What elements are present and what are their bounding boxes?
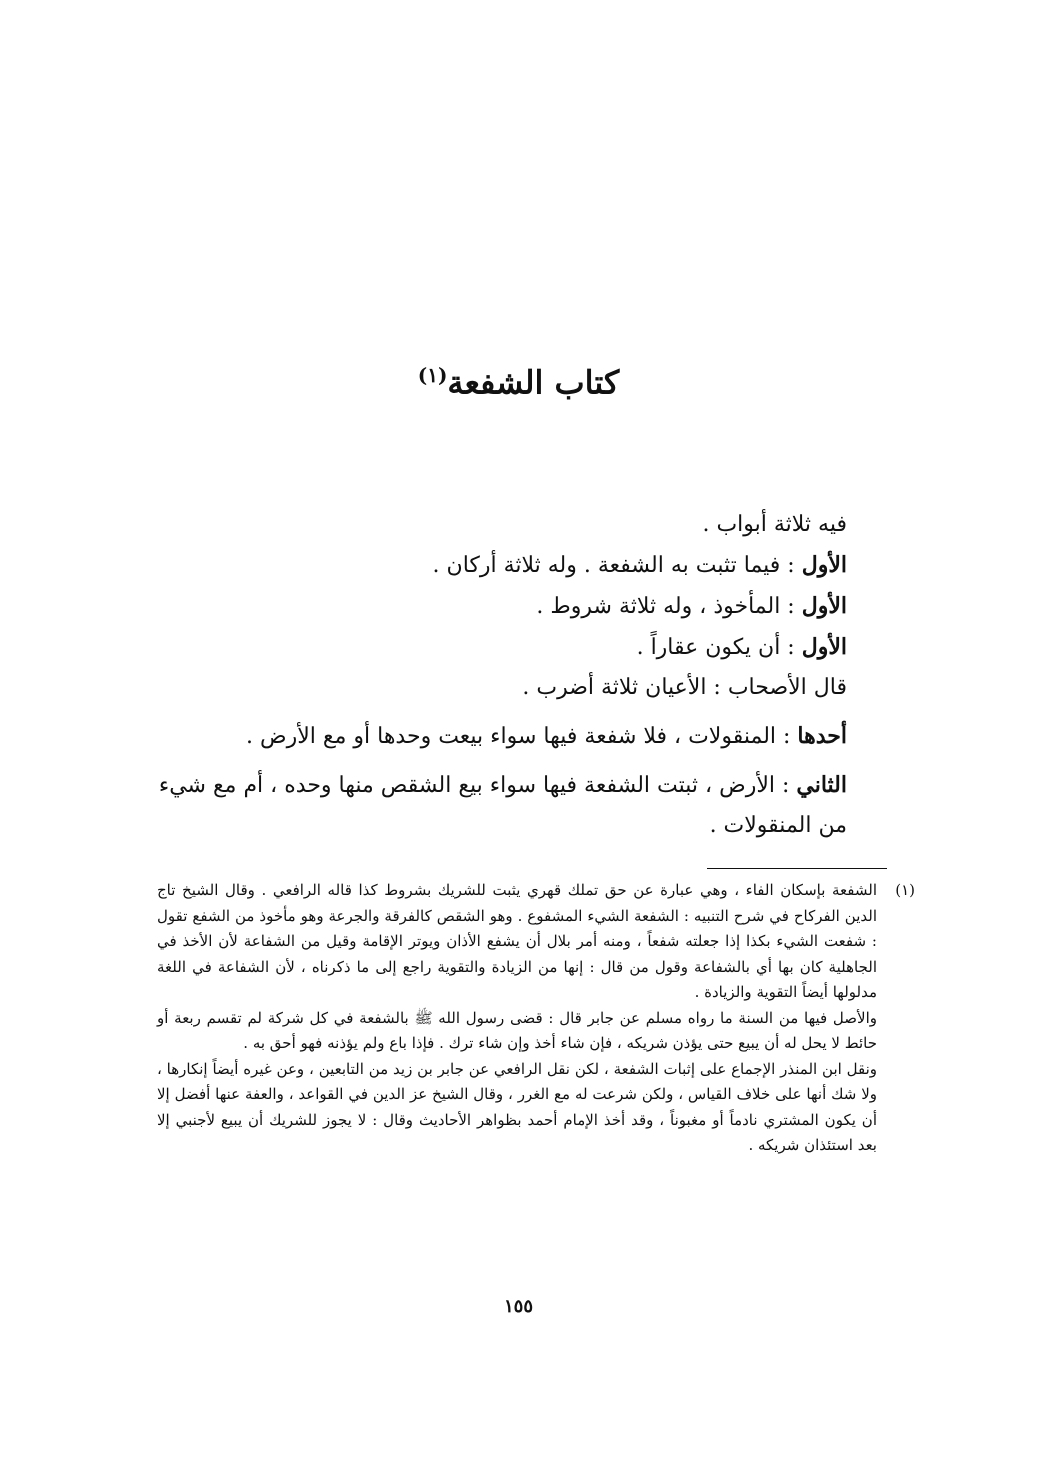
footnote-paragraph: الشفعة بإسكان الفاء ، وهي عبارة عن حق تملك قهري يثبت للشريك بشروط كذا قاله الرافعي . وقال الشيخ تاج الدين الفركاح في شرح التنبيه : الشفعة الشيء المشفوع . وهو الشقص كالفرقة والجرعة وهو مأخوذ من الشفع تقول : شفعت الشيء بكذا إذا جعلته شفعاً ، ومنه أمر بلال أن يشفع الأذان ويوتر الإقامة وقيل من الشفاعة لأن الأخذ في الجاهلية كان بها أي بالشفاعة وقول من قال : إنها من الزيادة والتقوية راجع إلى ما ذكرناه ، لأن الشفاعة في اللغة مدلولها أيضاً التقوية والزيادة . [157,881,877,1001]
footnote-number: (١) [895,881,915,899]
footnote-paragraph: والأصل فيها من السنة ما رواه مسلم عن جابر قال : قضى رسول الله ﷺ بالشفعة في كل شركة لم تقسم ربعة أو حائط لا يحل له أن يبيع حتى يؤذن شريكه ، فإن شاء أخذ وإن شاء ترك . فإذا باع ولم يؤذنه فهو أحق به . [157,1008,877,1052]
main-text [157,505,847,846]
text-line: الأول : فيما تثبت به الشفعة . وله ثلاثة أركان . [432,552,847,578]
section-keyword: الأول [801,593,847,619]
footnotes [157,878,915,1159]
footnote-marker[interactable]: (١) [417,363,448,388]
text-line: الأول : أن يكون عقاراً . [636,634,847,660]
chapter-title-text: كتاب الشفعة [447,364,620,403]
text-line: الأول : المأخوذ ، وله ثلاثة شروط . [536,593,847,619]
text-line: فيه ثلاثة أبواب . [702,512,847,537]
footnote-paragraph: ونقل ابن المنذر الإجماع على إثبات الشفعة ، لكن نقل الرافعي عن جابر بن زيد من التابعين ، وعن غيره أيضاً إنكارها ، ولا شك أنها على خلاف القياس ، ولكن شرعت له مع الغرر ، وقال الشيخ عز الدين في القواعد ، والعفة عنها أفضل إلا أن يكون المشتري نادماً أو مغبوناً ، وقد أخذ الإمام أحمد بظواهر الأحاديث وقال : لا يجوز للشريك أن يبيع لأجنبي إلا بعد استئذان شريكه . [157,1059,877,1154]
section-keyword: الأول [801,552,847,578]
section-keyword: الأول [801,634,847,660]
chapter-title [0,351,1037,407]
section-keyword: أحدها [797,723,847,749]
footnote-divider [707,868,887,869]
page-number: ١٥٥ [503,1296,533,1317]
section-keyword: الثاني [796,772,847,798]
text-line: قال الأصحاب : الأعيان ثلاثة أضرب . [522,675,847,700]
text-line: أحدها : المنقولات ، فلا شفعة فيها سواء بيعت وحدها أو مع الأرض . [246,723,847,749]
text-line: الثاني : الأرض ، ثبتت الشفعة فيها سواء بيع الشقص منها وحده ، أم مع شيء من المنقولات . [158,772,847,838]
